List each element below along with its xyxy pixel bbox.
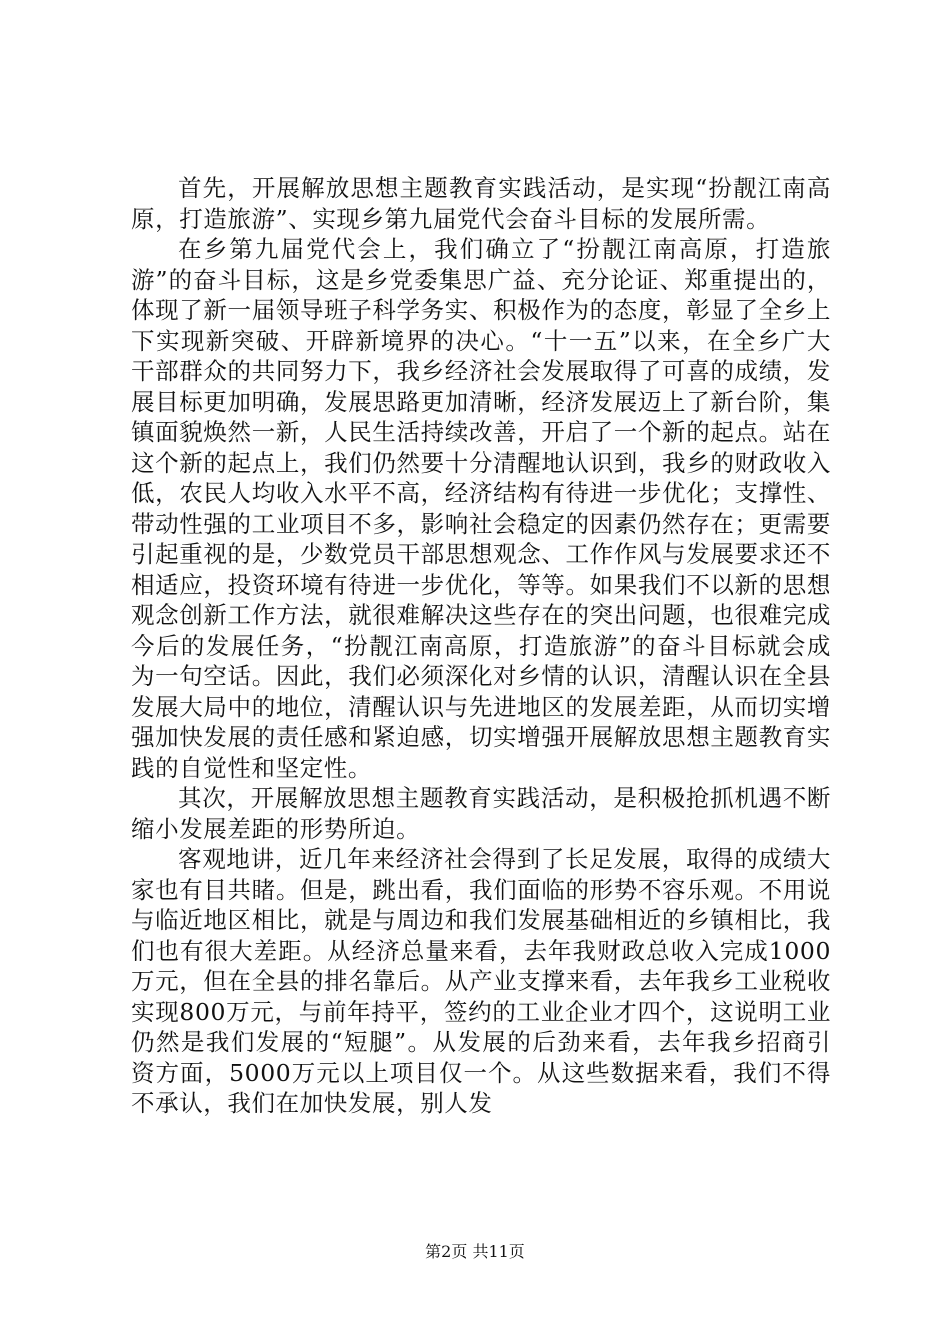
paragraph-3: 其次，开展解放思想主题教育实践活动，是积极抢抓机遇不断缩小发展差距的形势所迫。 — [131, 784, 831, 843]
paragraph-4: 客观地讲，近几年来经济社会得到了长足发展，取得的成绩大家也有目共睹。但是，跳出看，我们面临的形势不容乐观。不用说与临近地区相比，就是与周边和我们发展基础相近的乡镇相比，我们也有很大差距。从经济总量来看，去年我财政总收入完成1000万元，但在全县的排名靠后。从产业支撑来看，去年我乡工业税收实现800万元，与前年持平，签约的工业企业才四个，这说明工业仍然是我们发展的“短腿”。从发展的后劲来看，去年我乡招商引资方面，5000万元以上项目仅一个。从这些数据来看，我们不得不承认，我们在加快发展，别人发 — [131, 845, 831, 1117]
paragraph-2: 在乡第九届党代会上，我们确立了“扮靓江南高原，打造旅游”的奋斗目标，这是乡党委集思广益、充分论证、郑重提出的，体现了新一届领导班子科学务实、积极作为的态度，彰显了全乡上下实现新突破、开辟新境界的决心。“十一五”以来，在全乡广大干部群众的共同努力下，我乡经济社会发展取得了可喜的成绩，发展目标更加明确，发展思路更加清晰，经济发展迈上了新台阶，集镇面貌焕然一新，人民生活持续改善，开启了一个新的起点。站在这个新的起点上，我们仍然要十分清醒地认识到，我乡的财政收入低，农民人均收入水平不高，经济结构有待进一步优化；支撑性、带动性强的工业项目不多，影响社会稳定的因素仍然存在；更需要引起重视的是，少数党员干部思想观念、工作作风与发展要求还不相适应，投资环境有待进一步优化，等等。如果我们不以新的思想观念创新工作方法，就很难解决这些存在的突出问题，也很难完成今后的发展任务，“扮靓江南高原，打造旅游”的奋斗目标就会成为一句空话。因此，我们必须深化对乡情的认识，清醒认识在全县发展大局中的地位，清醒认识与先进地区的发展差距，从而切实增强加快发展的责任感和紧迫感，切实增强开展解放思想主题教育实践的自觉性和坚定性。 — [131, 235, 831, 782]
paragraph-1: 首先，开展解放思想主题教育实践活动，是实现“扮靓江南高原，打造旅游”、实现乡第九届党代会奋斗目标的发展所需。 — [131, 174, 831, 233]
document-body — [131, 173, 831, 1119]
page-number-footer: 第2页 共11页 — [425, 1242, 525, 1261]
